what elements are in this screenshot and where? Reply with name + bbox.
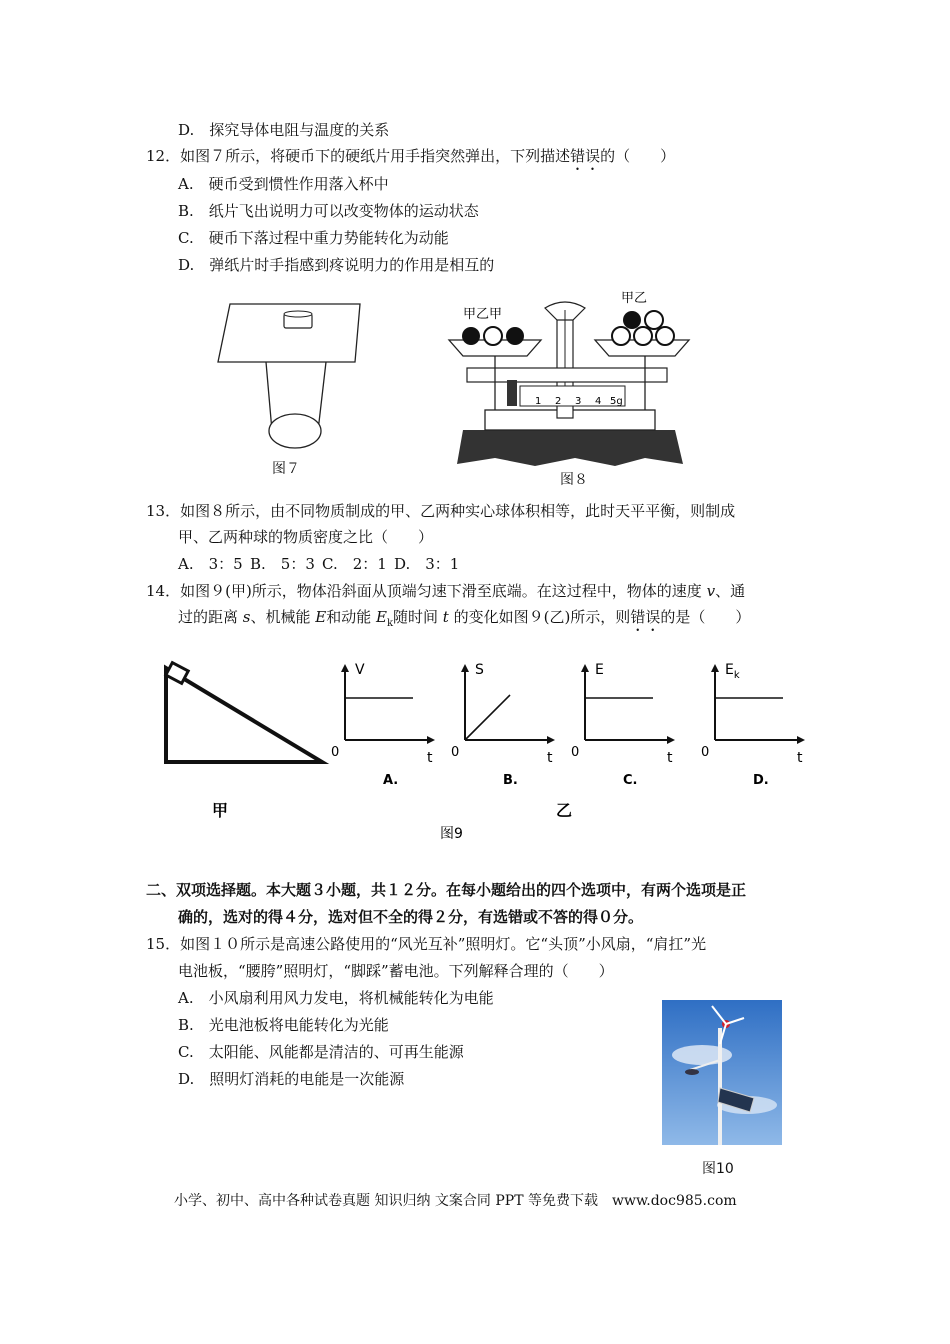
y-axis-arrow (711, 664, 719, 672)
figure-7-coin-card-cup (210, 296, 370, 456)
q11-option-d: D. 探究导体电阻与温度的关系 (178, 121, 390, 139)
graph-option-2 (451, 662, 555, 788)
figure-7-caption: 图７ (272, 461, 300, 477)
q15-option-a: A. 小风扇利用风力发电，将机械能转化为电能 (178, 989, 494, 1007)
x-axis-arrow (797, 736, 805, 744)
q12-option-c: C. 硬币下落过程中重力势能转化为动能 (178, 229, 449, 247)
origin-label: 0 (701, 745, 710, 760)
label-yi: 乙 (556, 801, 573, 820)
incline-diagram (166, 663, 322, 762)
svg-text:4: 4 (595, 396, 602, 407)
q14-stem-line2: 过的距离 s、机械能 E和动能 $E_k$随时间 t 的变化如图９(乙)所示，则错误的是（ ） (178, 608, 751, 629)
graph-line (465, 695, 510, 740)
x-axis-arrow (667, 736, 675, 744)
x-axis-label: t (667, 750, 673, 766)
svg-text:3: 3 (575, 396, 582, 407)
q13-stem-line1: 13．如图８所示，由不同物质制成的甲、乙两种实心球体积相等，此时天平平衡，则制成 (146, 502, 736, 520)
svg-text:1: 1 (535, 396, 542, 407)
q15-option-d: D. 照明灯消耗的电能是一次能源 (178, 1070, 405, 1088)
option-label: A. (383, 773, 399, 788)
page-footer: 小学、初中、高中各种试卷真题 知识归纳 文案合同 PPT 等免费下载 www.doc985.com (174, 1193, 737, 1209)
q13-option-c: C. 2：1 (322, 555, 387, 573)
figure-8-balance (445, 288, 695, 468)
y-axis-label: S (475, 662, 484, 678)
x-axis-arrow (427, 736, 435, 744)
q15-option-c: C. 太阳能、风能都是清洁的、可再生能源 (178, 1043, 464, 1061)
q13-option-a: A. 3：5 (178, 555, 243, 573)
q12-stem (146, 145, 675, 174)
graph-option-4 (701, 662, 805, 788)
svg-text:2: 2 (555, 396, 562, 407)
y-axis-arrow (581, 664, 589, 672)
q15-stem-line2: 电池板，“腰胯”照明灯，“脚踩”蓄电池。下列解释合理的（ ） (178, 962, 614, 980)
left-pan-labels: 甲乙甲 (463, 307, 503, 322)
figure-10-wind-solar-light-photo (662, 1000, 782, 1145)
q13-stem-line2: 甲、乙两种球的物质密度之比（ ） (178, 528, 434, 546)
q13-option-b: B. 5：3 (250, 555, 315, 573)
q12-stem-post: 的（ ） (600, 147, 676, 165)
q12-option-d: D. 弹纸片时手指感到疼说明力的作用是相互的 (178, 256, 495, 274)
svg-text:5g: 5g (610, 396, 623, 407)
figure-9-caption: 图9 (440, 826, 463, 842)
x-axis-label: t (797, 750, 803, 766)
figure-10-caption: 图10 (702, 1161, 734, 1177)
section2-heading-line2: 确的，选对的得４分，选对但不全的得２分，有选错或不答的得０分。 (178, 908, 644, 926)
y-axis-arrow (461, 664, 469, 672)
label-jia: 甲 (212, 801, 229, 820)
x-axis-label: t (427, 750, 433, 766)
option-label: C. (623, 773, 638, 788)
figure-8-caption: 图８ (560, 472, 588, 488)
figure-9 (150, 648, 830, 848)
y-axis-arrow (341, 664, 349, 672)
q12-option-a: A. 硬币受到惯性作用落入杯中 (178, 175, 389, 193)
option-label: B. (503, 773, 518, 788)
graph-option-3 (571, 662, 675, 788)
y-axis-label: V (355, 662, 365, 678)
q12-option-b: B. 纸片飞出说明力可以改变物体的运动状态 (178, 202, 479, 220)
origin-label: 0 (571, 745, 580, 760)
graph-option-1 (331, 662, 435, 788)
right-pan-labels: 甲乙 (621, 291, 648, 306)
origin-label: 0 (331, 745, 340, 760)
q15-option-b: B. 光电池板将电能转化为光能 (178, 1016, 389, 1034)
x-axis-arrow (547, 736, 555, 744)
q12-stem-pre: 12．如图７所示，将硬币下的硬纸片用手指突然弹出，下列描述 (146, 147, 571, 165)
q14-stem-line1: 14．如图９(甲)所示，物体沿斜面从顶端匀速下滑至底端。在这过程中，物体的速度 v、通 (146, 582, 746, 600)
x-axis-label: t (547, 750, 553, 766)
option-label: D. (753, 773, 769, 788)
y-axis-label: $E_k$ (725, 662, 740, 681)
q13-option-d: D. 3：1 (394, 555, 460, 573)
q15-stem-line1: 15．如图１０所示是高速公路使用的“风光互补”照明灯。它“头顶”小风扇，“肩扛”光 (146, 935, 707, 953)
q12-stem-emphasis: 错误 (570, 147, 601, 165)
origin-label: 0 (451, 745, 460, 760)
section2-heading-line1: 二、双项选择题。本大题３小题，共１２分。在每小题给出的四个选项中，有两个选项是正 (146, 881, 747, 899)
y-axis-label: E (595, 662, 604, 678)
